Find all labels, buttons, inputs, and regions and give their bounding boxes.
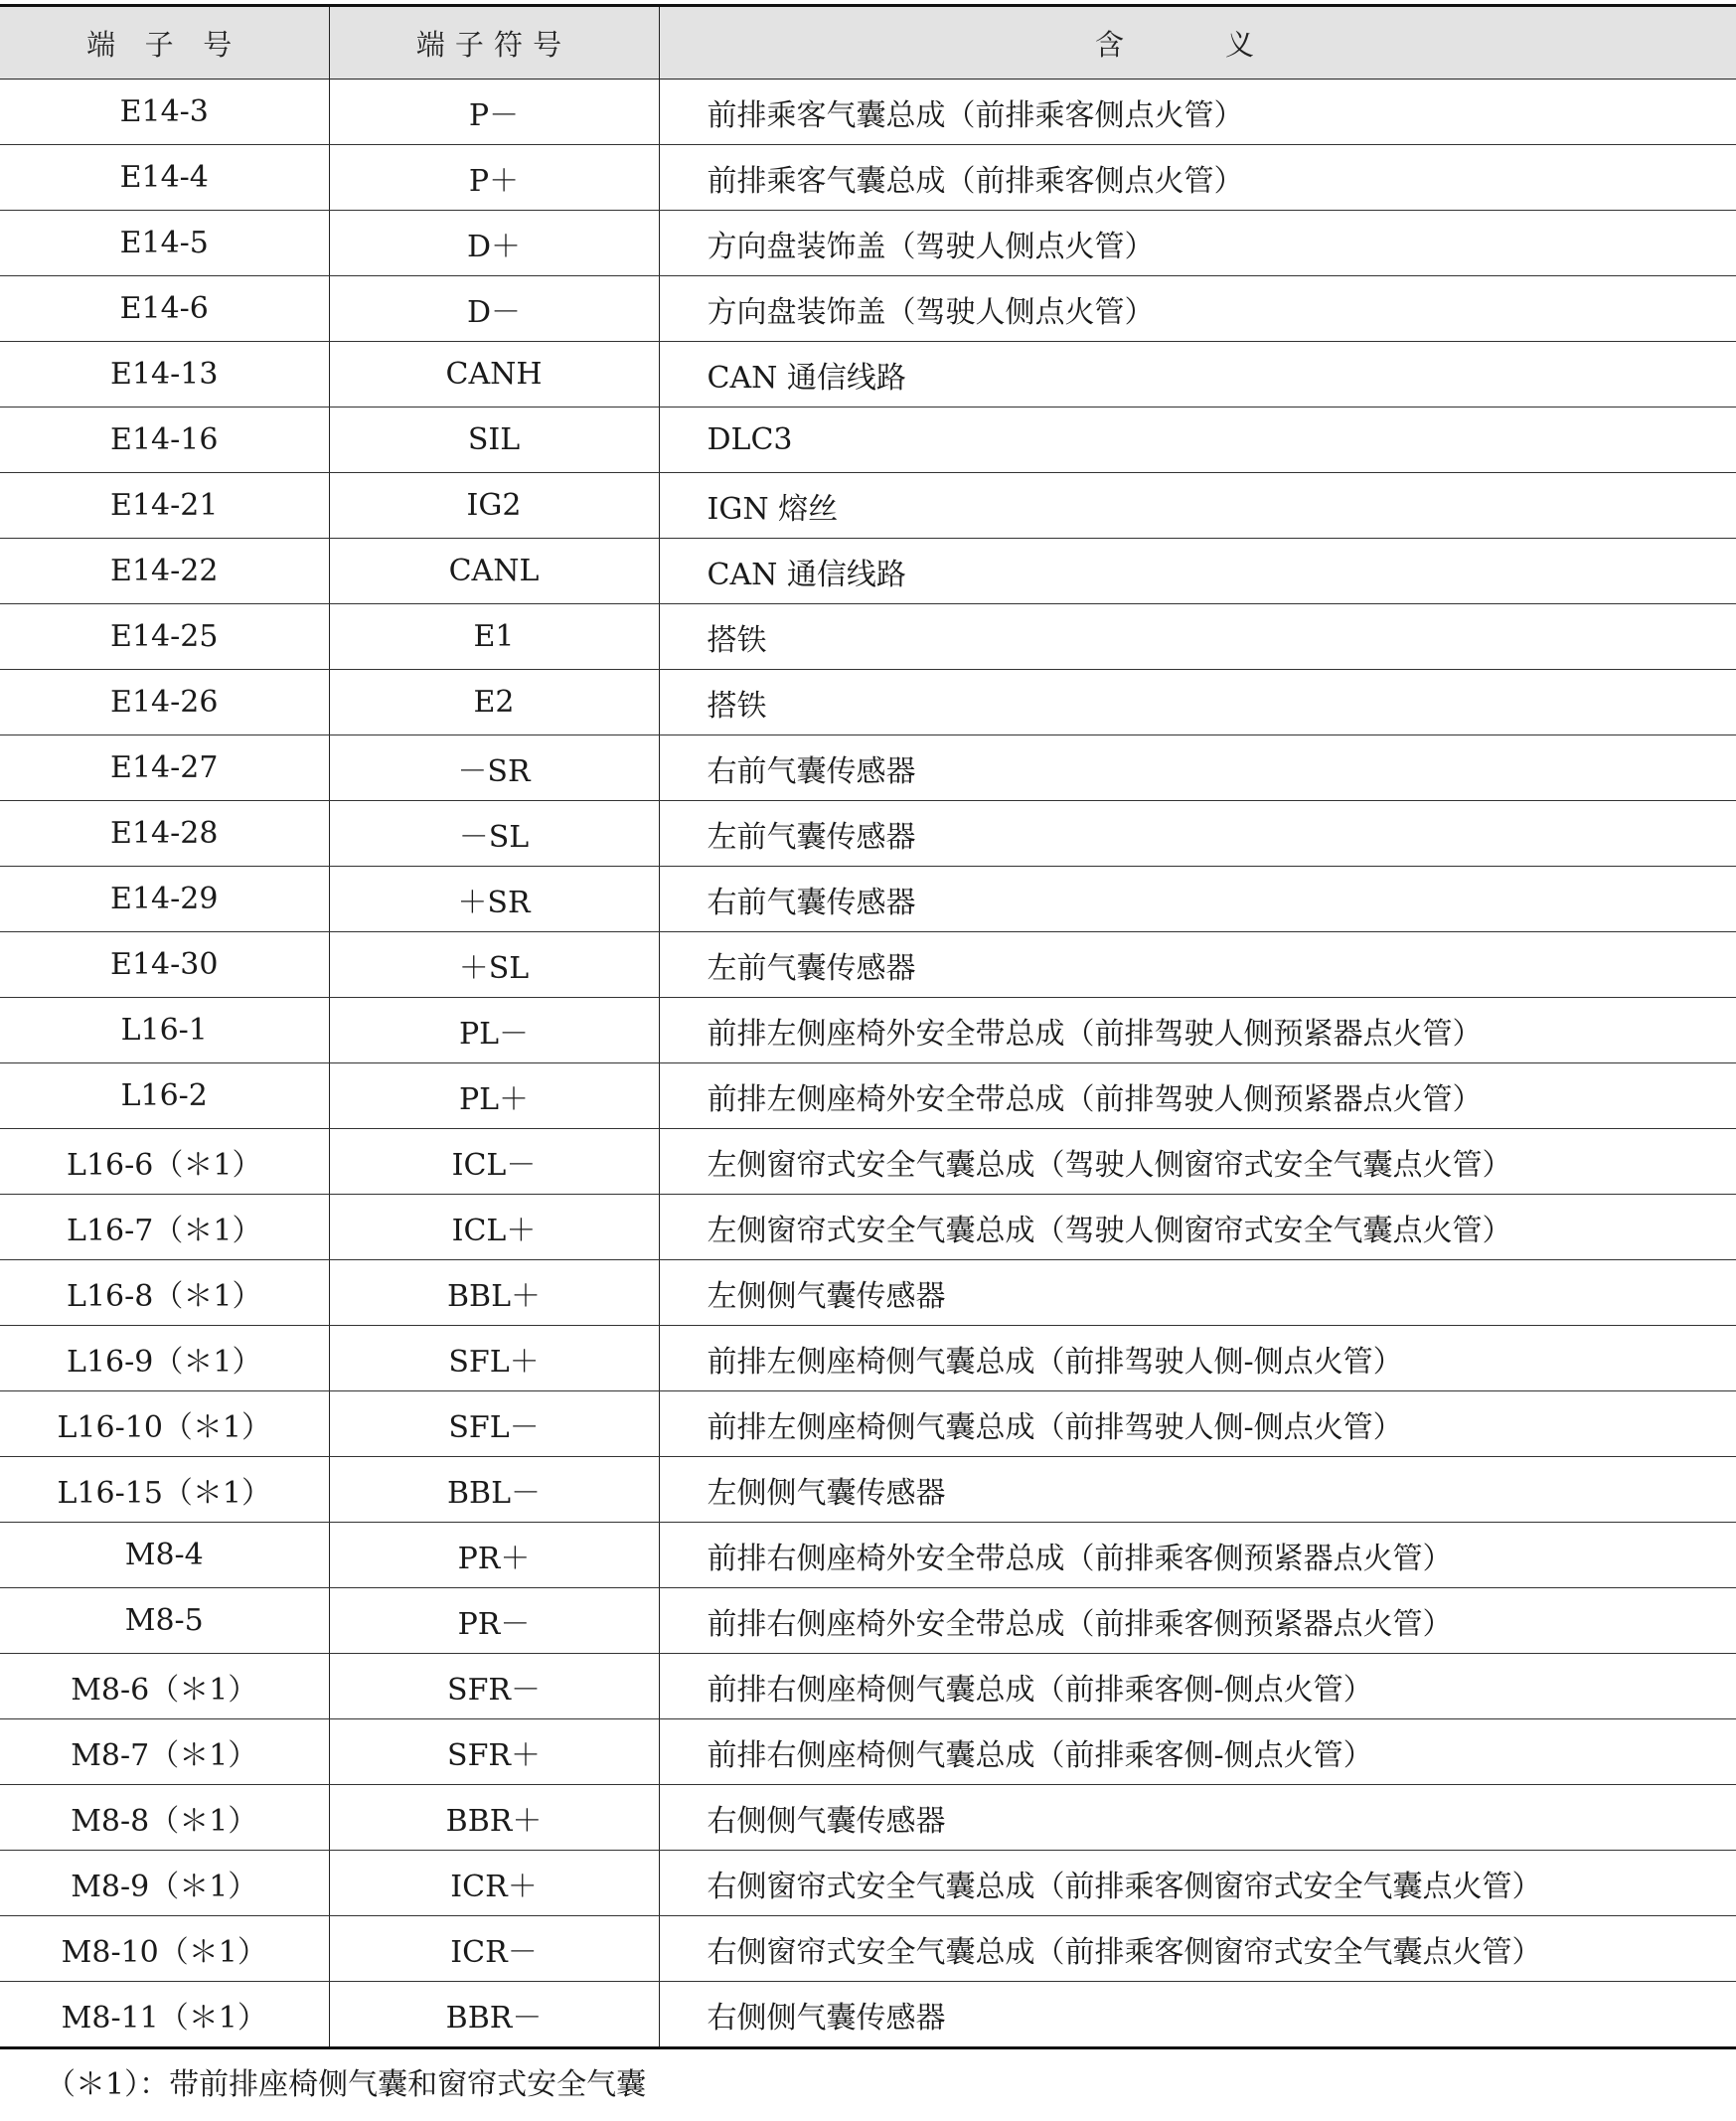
- table-row: [0, 1785, 1736, 1851]
- pin-number-cell: E14-29: [0, 867, 329, 932]
- pin-number-cell: E14-6: [0, 276, 329, 342]
- pin-symbol-cell: PL－: [329, 998, 659, 1063]
- pin-number-cell: E14-26: [0, 670, 329, 735]
- meaning-cell: 前排左侧座椅外安全带总成（前排驾驶人侧预紧器点火管）: [659, 998, 1736, 1063]
- meaning-cell: 前排乘客气囊总成（前排乘客侧点火管）: [659, 80, 1736, 145]
- pin-symbol-cell: SIL: [329, 408, 659, 473]
- table-row: [0, 1326, 1736, 1391]
- table-row: [0, 1654, 1736, 1719]
- meaning-cell: 左前气囊传感器: [659, 932, 1736, 998]
- pin-number-cell: E14-4: [0, 145, 329, 211]
- pin-number-cell: M8-7（＊1）: [0, 1719, 329, 1785]
- pin-symbol-cell: SFL－: [329, 1391, 659, 1457]
- table-row: [0, 1129, 1736, 1195]
- table-row: [0, 1260, 1736, 1326]
- pin-number-cell: L16-2: [0, 1063, 329, 1129]
- meaning-cell: 前排左侧座椅外安全带总成（前排驾驶人侧预紧器点火管）: [659, 1063, 1736, 1129]
- pin-symbol-cell: PL＋: [329, 1063, 659, 1129]
- pin-number-cell: E14-21: [0, 473, 329, 539]
- pin-number-cell: M8-6（＊1）: [0, 1654, 329, 1719]
- pin-symbol-cell: BBL＋: [329, 1260, 659, 1326]
- table-row: [0, 342, 1736, 408]
- pin-symbol-cell: ICL－: [329, 1129, 659, 1195]
- pin-symbol-cell: E1: [329, 604, 659, 670]
- pin-number-cell: E14-16: [0, 408, 329, 473]
- meaning-cell: DLC3: [659, 408, 1736, 473]
- pin-symbol-cell: CANH: [329, 342, 659, 408]
- table-row: [0, 539, 1736, 604]
- meaning-cell: 前排左侧座椅侧气囊总成（前排驾驶人侧-侧点火管）: [659, 1391, 1736, 1457]
- meaning-cell: 左侧窗帘式安全气囊总成（驾驶人侧窗帘式安全气囊点火管）: [659, 1195, 1736, 1260]
- table-row: [0, 1588, 1736, 1654]
- table-row: [0, 735, 1736, 801]
- table-row: [0, 473, 1736, 539]
- table-row: [0, 1523, 1736, 1588]
- pin-symbol-cell: BBR＋: [329, 1785, 659, 1851]
- table-row: [0, 1851, 1736, 1916]
- pin-number-cell: M8-11（＊1）: [0, 1982, 329, 2048]
- pin-symbol-cell: ＋SR: [329, 867, 659, 932]
- pin-symbol-cell: SFL＋: [329, 1326, 659, 1391]
- meaning-cell: 右侧窗帘式安全气囊总成（前排乘客侧窗帘式安全气囊点火管）: [659, 1851, 1736, 1916]
- pin-number-cell: M8-9（＊1）: [0, 1851, 329, 1916]
- pin-number-cell: L16-8（＊1）: [0, 1260, 329, 1326]
- meaning-cell: 右侧窗帘式安全气囊总成（前排乘客侧窗帘式安全气囊点火管）: [659, 1916, 1736, 1982]
- pin-symbol-cell: SFR－: [329, 1654, 659, 1719]
- meaning-cell: 前排右侧座椅侧气囊总成（前排乘客侧-侧点火管）: [659, 1654, 1736, 1719]
- pin-number-cell: M8-5: [0, 1588, 329, 1654]
- pin-symbol-cell: E2: [329, 670, 659, 735]
- pin-number-cell: E14-25: [0, 604, 329, 670]
- table-row: [0, 276, 1736, 342]
- table-row: [0, 932, 1736, 998]
- meaning-cell: 左侧窗帘式安全气囊总成（驾驶人侧窗帘式安全气囊点火管）: [659, 1129, 1736, 1195]
- pin-symbol-cell: ICL＋: [329, 1195, 659, 1260]
- table-row: [0, 1391, 1736, 1457]
- table-row: [0, 670, 1736, 735]
- pin-number-cell: E14-28: [0, 801, 329, 867]
- table-row: [0, 1195, 1736, 1260]
- meaning-cell: 方向盘装饰盖（驾驶人侧点火管）: [659, 276, 1736, 342]
- pin-number-cell: E14-27: [0, 735, 329, 801]
- pin-number-cell: L16-9（＊1）: [0, 1326, 329, 1391]
- pin-symbol-cell: ICR－: [329, 1916, 659, 1982]
- table-header-row: [0, 6, 1736, 80]
- header-pin-number: 端 子 号: [0, 6, 329, 80]
- pin-number-cell: M8-10（＊1）: [0, 1916, 329, 1982]
- pin-number-cell: L16-7（＊1）: [0, 1195, 329, 1260]
- meaning-cell: 搭铁: [659, 670, 1736, 735]
- table-row: [0, 1916, 1736, 1982]
- pin-number-cell: E14-30: [0, 932, 329, 998]
- meaning-cell: CAN 通信线路: [659, 342, 1736, 408]
- footnote: （＊1）：带前排座椅侧气囊和窗帘式安全气囊: [46, 2067, 647, 2102]
- pin-symbol-cell: D－: [329, 276, 659, 342]
- pin-symbol-cell: PR＋: [329, 1523, 659, 1588]
- terminal-table: [0, 4, 1736, 2049]
- table-row: [0, 211, 1736, 276]
- meaning-cell: 方向盘装饰盖（驾驶人侧点火管）: [659, 211, 1736, 276]
- table-row: [0, 1719, 1736, 1785]
- meaning-cell: 搭铁: [659, 604, 1736, 670]
- table-row: [0, 604, 1736, 670]
- meaning-cell: 右前气囊传感器: [659, 867, 1736, 932]
- table-row: [0, 998, 1736, 1063]
- meaning-cell: 右侧侧气囊传感器: [659, 1982, 1736, 2048]
- table-row: [0, 801, 1736, 867]
- pin-number-cell: E14-5: [0, 211, 329, 276]
- pin-symbol-cell: －SR: [329, 735, 659, 801]
- pin-number-cell: L16-10（＊1）: [0, 1391, 329, 1457]
- pin-symbol-cell: ICR＋: [329, 1851, 659, 1916]
- pin-symbol-cell: CANL: [329, 539, 659, 604]
- pin-number-cell: M8-4: [0, 1523, 329, 1588]
- pin-symbol-cell: －SL: [329, 801, 659, 867]
- pin-number-cell: E14-22: [0, 539, 329, 604]
- meaning-cell: 右前气囊传感器: [659, 735, 1736, 801]
- header-meaning: 含 义: [659, 6, 1736, 80]
- pin-symbol-cell: BBR－: [329, 1982, 659, 2048]
- pin-number-cell: M8-8（＊1）: [0, 1785, 329, 1851]
- table-body: [0, 80, 1736, 2048]
- table-row: [0, 867, 1736, 932]
- meaning-cell: CAN 通信线路: [659, 539, 1736, 604]
- pin-symbol-cell: PR－: [329, 1588, 659, 1654]
- pin-symbol-cell: P－: [329, 80, 659, 145]
- table-row: [0, 1063, 1736, 1129]
- pin-number-cell: E14-13: [0, 342, 329, 408]
- meaning-cell: 左前气囊传感器: [659, 801, 1736, 867]
- pin-number-cell: L16-6（＊1）: [0, 1129, 329, 1195]
- table-row: [0, 1457, 1736, 1523]
- meaning-cell: 右侧侧气囊传感器: [659, 1785, 1736, 1851]
- table-row: [0, 80, 1736, 145]
- meaning-cell: 左侧侧气囊传感器: [659, 1260, 1736, 1326]
- meaning-cell: IGN 熔丝: [659, 473, 1736, 539]
- pin-symbol-cell: P＋: [329, 145, 659, 211]
- pin-symbol-cell: SFR＋: [329, 1719, 659, 1785]
- meaning-cell: 前排右侧座椅侧气囊总成（前排乘客侧-侧点火管）: [659, 1719, 1736, 1785]
- pin-number-cell: E14-3: [0, 80, 329, 145]
- meaning-cell: 前排右侧座椅外安全带总成（前排乘客侧预紧器点火管）: [659, 1523, 1736, 1588]
- meaning-cell: 前排乘客气囊总成（前排乘客侧点火管）: [659, 145, 1736, 211]
- pin-number-cell: L16-1: [0, 998, 329, 1063]
- meaning-cell: 前排左侧座椅侧气囊总成（前排驾驶人侧-侧点火管）: [659, 1326, 1736, 1391]
- pin-symbol-cell: BBL－: [329, 1457, 659, 1523]
- table-row: [0, 408, 1736, 473]
- meaning-cell: 前排右侧座椅外安全带总成（前排乘客侧预紧器点火管）: [659, 1588, 1736, 1654]
- pin-symbol-cell: ＋SL: [329, 932, 659, 998]
- table-row: [0, 1982, 1736, 2048]
- header-pin-symbol: 端子符号: [329, 6, 659, 80]
- pin-number-cell: L16-15（＊1）: [0, 1457, 329, 1523]
- pin-symbol-cell: D＋: [329, 211, 659, 276]
- pin-symbol-cell: IG2: [329, 473, 659, 539]
- table-row: [0, 145, 1736, 211]
- meaning-cell: 左侧侧气囊传感器: [659, 1457, 1736, 1523]
